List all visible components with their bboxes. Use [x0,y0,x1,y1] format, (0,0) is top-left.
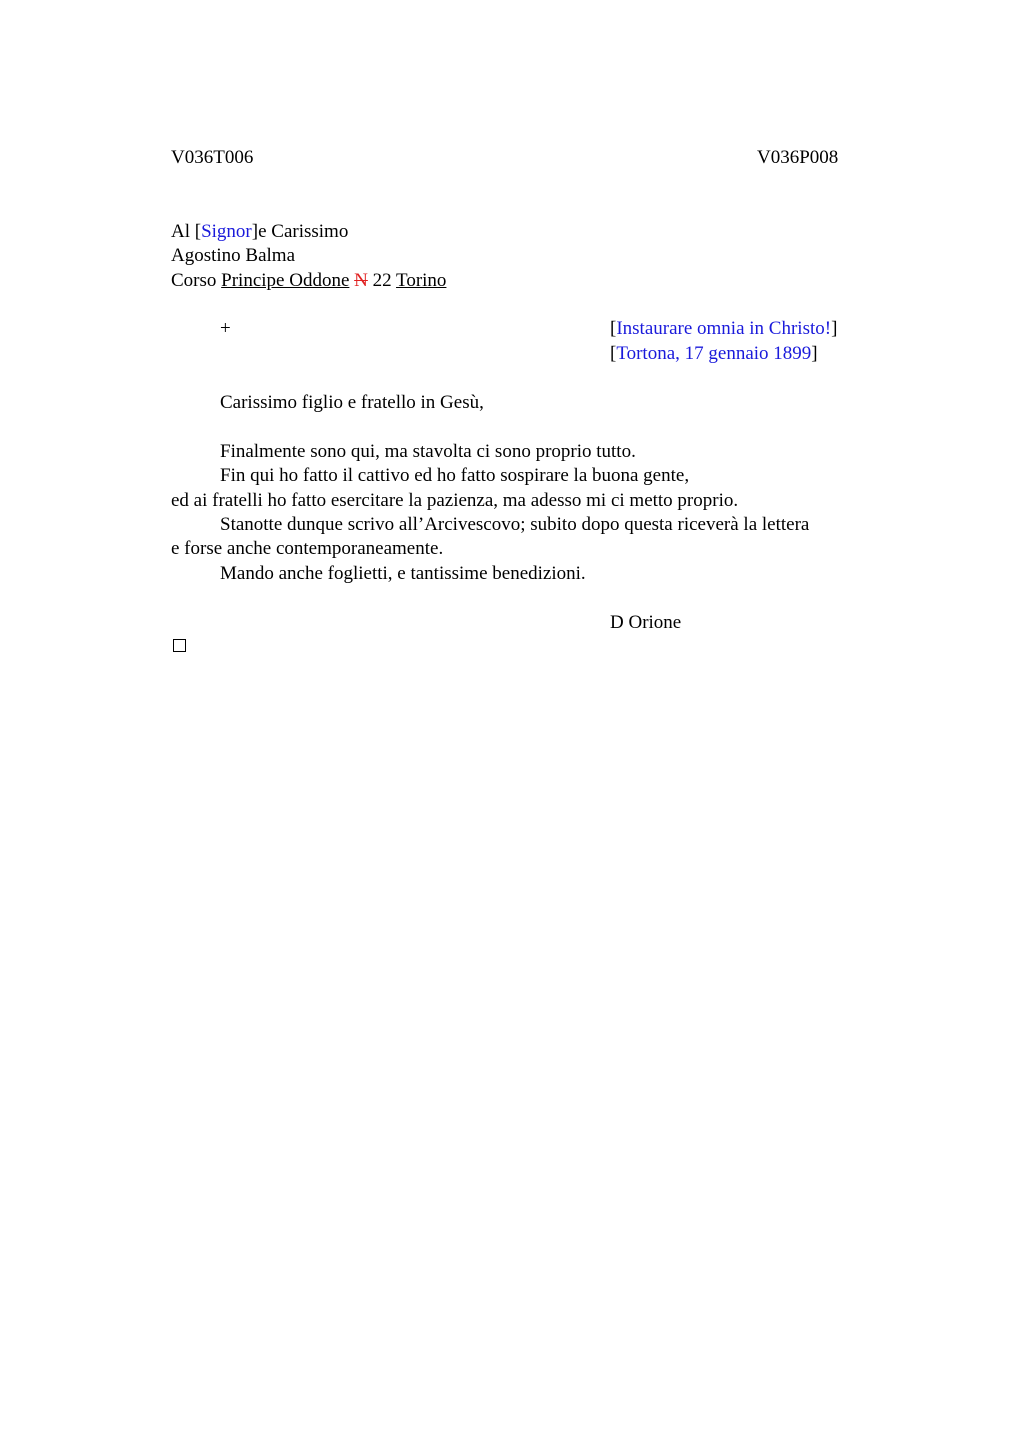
address-number: 22 [367,270,397,291]
address-line-2: Agostino Balma [171,245,296,266]
deleted-n: N [354,270,368,291]
motto-text: Instaurare omnia in Christo! [616,318,832,339]
editorial-insert-signor: Signor [201,221,252,242]
cross-symbol: + [220,318,231,339]
salutation: Carissimo figlio e fratello in Gesù, [220,392,484,413]
dateline-open-bracket: [ [610,343,617,364]
body-paragraph-2-line-2: ed ai fratelli ho fatto esercitare la pazienza, ma adesso mi ci metto proprio. [171,490,739,511]
address-prefix: Al [ [171,221,202,242]
motto-line [610,317,837,341]
body-paragraph-4: Mando anche foglietti, e tantissime benedizioni. [220,563,586,584]
motto-close-bracket: ] [831,318,838,339]
address-city: Torino [396,270,447,291]
address-suffix: ]e Carissimo [251,221,349,242]
dateline-text: Tortona, 17 gennaio 1899 [616,343,812,364]
document-code-left: V036T006 [171,147,254,168]
dateline [610,342,818,366]
address-line-1 [171,220,348,244]
body-paragraph-3-line-1: Stanotte dunque scrivo all’Arcivescovo; subito dopo questa riceverà la lettera [220,514,810,535]
address-street: Principe Oddone [221,270,350,291]
body-paragraph-3-line-2: e forse anche contemporaneamente. [171,538,444,559]
signature: D Orione [610,612,682,633]
dateline-close-bracket: ] [811,343,818,364]
body-paragraph-2-line-1: Fin qui ho fatto il cattivo ed ho fatto sospirare la buona gente, [220,465,690,486]
end-mark-square-icon [173,639,186,652]
address-line-3 [171,269,446,293]
document-code-right: V036P008 [757,147,839,168]
body-paragraph-1: Finalmente sono qui, ma stavolta ci sono proprio tutto. [220,441,636,462]
motto-open-bracket: [ [610,318,617,339]
address-corso: Corso [171,270,222,291]
